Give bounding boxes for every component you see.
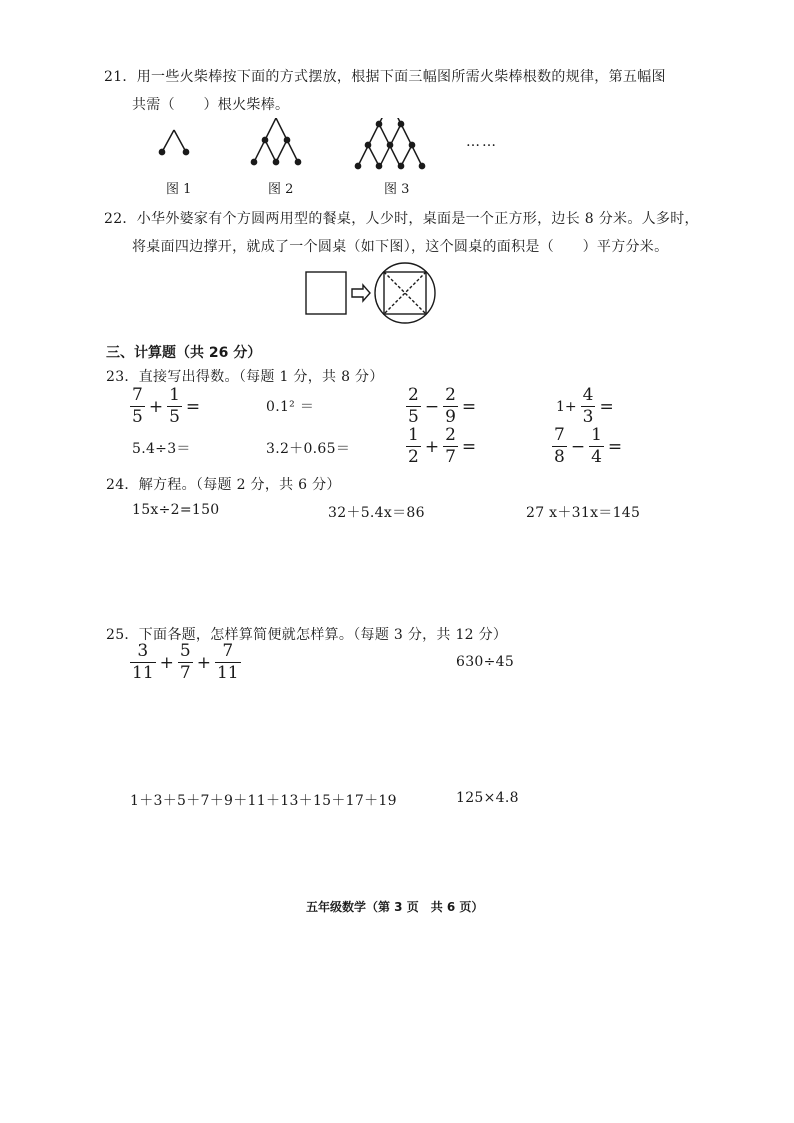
q22-text-line2: 将桌面四边撑开，就成了一个圆桌（如下图），这个圆桌的面积是（ ）平方分米。 [132,239,669,255]
matchstick-figure-2 [251,118,300,165]
square-table-shape [306,272,346,314]
q25-expr-4: 125×4.8 [456,790,519,806]
q25-expr-3: 1＋3＋5＋7＋9＋11＋13＋15＋17＋19 [130,793,397,809]
q23-expr-4: 1+ $\frac{4}{3}$ = [556,385,614,427]
matchstick-figure-1 [159,130,188,155]
q23-expr-3: $\frac{2}{5}$ − $\frac{2}{9}$ = [408,385,477,427]
table-diagram [300,262,440,328]
q23-expr-7: $\frac{1}{2}$ + $\frac{2}{7}$ = [408,425,477,467]
q21-ellipsis: …… [466,134,498,150]
matchstick-figure-3 [355,118,424,169]
matchstick-figures [140,118,470,178]
q24-title: 24．解方程。（每题 2 分，共 6 分） [106,477,341,493]
q21-text-line1: 21．用一些火柴棒按下面的方式摆放，根据下面三幅图所需火柴棒根数的规律，第五幅图 [104,69,666,85]
q24-equation-3: 27 x＋31x＝145 [526,505,641,521]
q23-title: 23．直接写出得数。（每题 1 分，共 8 分） [106,369,384,385]
q23-expr-1: $\frac{7}{5}$ + $\frac{1}{5}$ = [132,385,201,427]
q23-expr-5: 5.4÷3＝ [132,441,191,457]
q24-equation-1: 15x÷2=150 [132,502,220,518]
section-3-heading: 三、计算题（共 26 分） [106,345,262,361]
fig2-label: 图 2 [268,182,294,197]
q25-title: 25．下面各题，怎样算简便就怎样算。（每题 3 分，共 12 分） [106,627,508,643]
q22-text-line1: 22．小华外婆家有个方圆两用型的餐桌，人少时，桌面是一个正方形，边长 8 分米。人多时， [104,211,699,227]
q24-equation-2: 32＋5.4x＝86 [328,505,425,521]
page-footer: 五年级数学（第 3 页 共 6 页） [306,900,484,914]
q23-expr-8: $\frac{7}{8}$ − $\frac{1}{4}$ = [554,425,623,467]
q25-expr-2: 630÷45 [456,654,515,670]
q23-expr-6: 3.2＋0.65＝ [266,441,351,457]
q23-expr-2: 0.1² ＝ [266,399,315,415]
fig3-label: 图 3 [384,182,410,197]
q21-text-line2: 共需（ ）根火柴棒。 [132,97,290,113]
fig1-label: 图 1 [166,182,192,197]
q25-expr-1: $\frac{3}{11}$ + $\frac{5}{7}$ + $\frac{7}{11}$ [132,641,239,683]
arrow-right-icon [352,285,370,301]
